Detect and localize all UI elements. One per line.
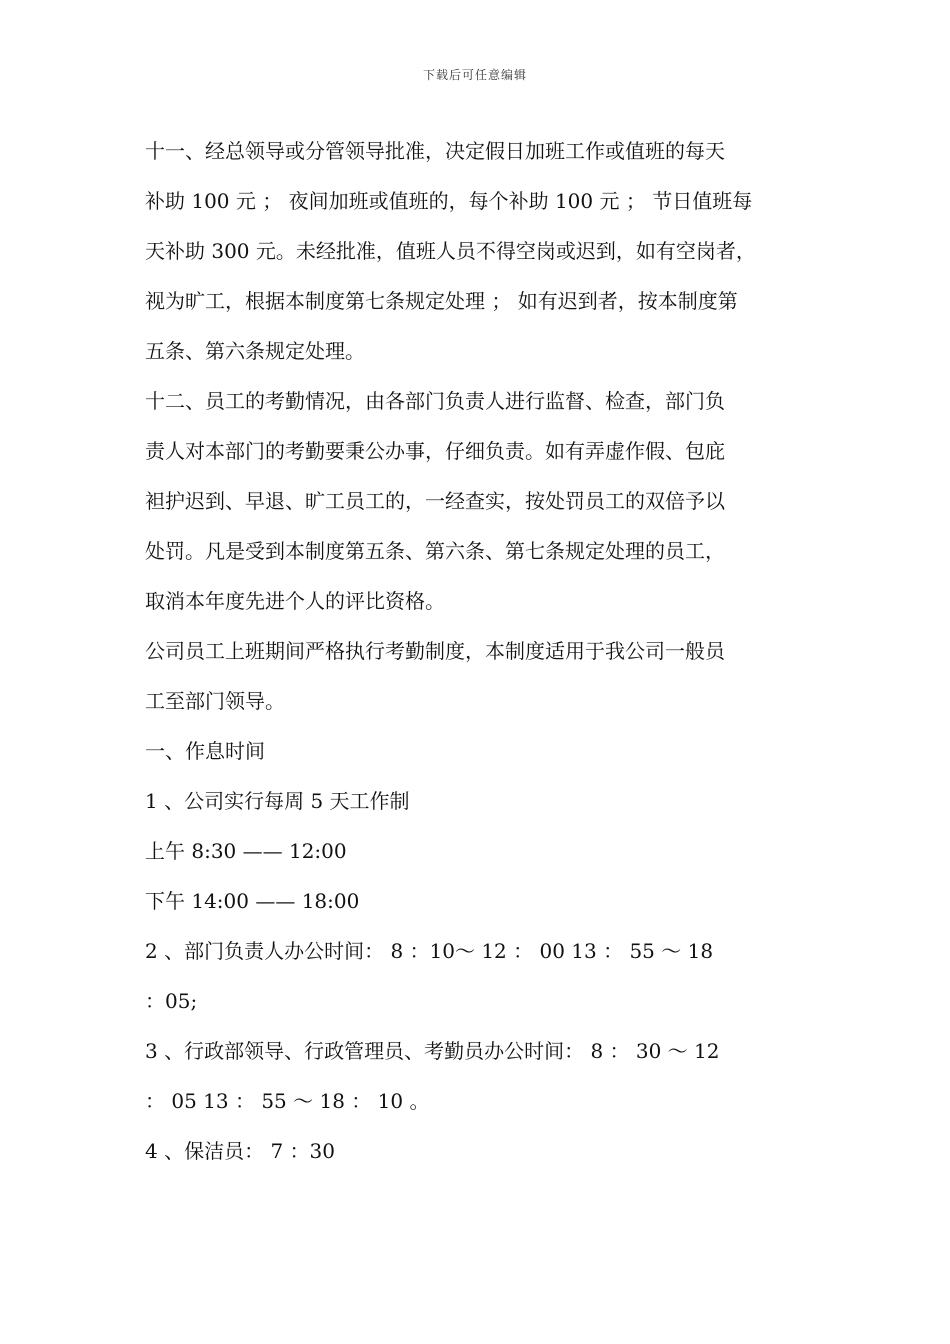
text-line: 天补助 300 元。未经批准，值班人员不得空岗或迟到，如有空岗者， <box>145 239 756 263</box>
text-line: 公司员工上班期间严格执行考勤制度，本制度适用于我公司一般员 <box>145 639 725 663</box>
page-header: 下载后可任意编辑 <box>422 68 527 82</box>
text-line: 视为旷工，根据本制度第七条规定处理 ； 如有迟到者，按本制度第 <box>145 289 738 313</box>
text-line: 取消本年度先进个人的评比资格。 <box>145 589 445 613</box>
document-body <box>145 126 815 1176</box>
text-line: 3 、行政部领导、行政管理员、考勤员办公时间： 8 ： 30 ～ 12 <box>145 1039 720 1063</box>
text-line: 十一、经总领导或分管领导批准，决定假日加班工作或值班的每天 <box>145 139 725 163</box>
text-line: 2 、部门负责人办公时间： 8 ：10～ 12 ： 00 13 ： 55 ～ 18 <box>145 939 714 963</box>
text-line: 下午 14:00 —— 18:00 <box>145 889 360 913</box>
text-line: 1 、公司实行每周 5 天工作制 <box>145 789 410 813</box>
text-line: 责人对本部门的考勤要秉公办事，仔细负责。如有弄虚作假、包庇 <box>145 439 725 463</box>
text-line: ： 05 13 ： 55 ～ 18 ： 10 。 <box>145 1089 430 1113</box>
text-line: 4 、保洁员： 7 ：30 <box>145 1139 335 1163</box>
text-line: 袒护迟到、早退、旷工员工的，一经查实，按处罚员工的双倍予以 <box>145 489 725 513</box>
text-line: 工至部门领导。 <box>145 689 285 713</box>
text-line: 补助 100 元 ； 夜间加班或值班的，每个补助 100 元 ； 节日值班每 <box>145 189 753 213</box>
text-line: 五条、第六条规定处理。 <box>145 339 365 363</box>
text-line: 处罚。凡是受到本制度第五条、第六条、第七条规定处理的员工， <box>145 539 725 563</box>
text-line: 上午 8:30 —— 12:00 <box>145 839 347 863</box>
text-line: ：05; <box>145 989 198 1013</box>
section-heading: 一、作息时间 <box>145 739 265 763</box>
text-line: 十二、员工的考勤情况，由各部门负责人进行监督、检查，部门负 <box>145 389 725 413</box>
